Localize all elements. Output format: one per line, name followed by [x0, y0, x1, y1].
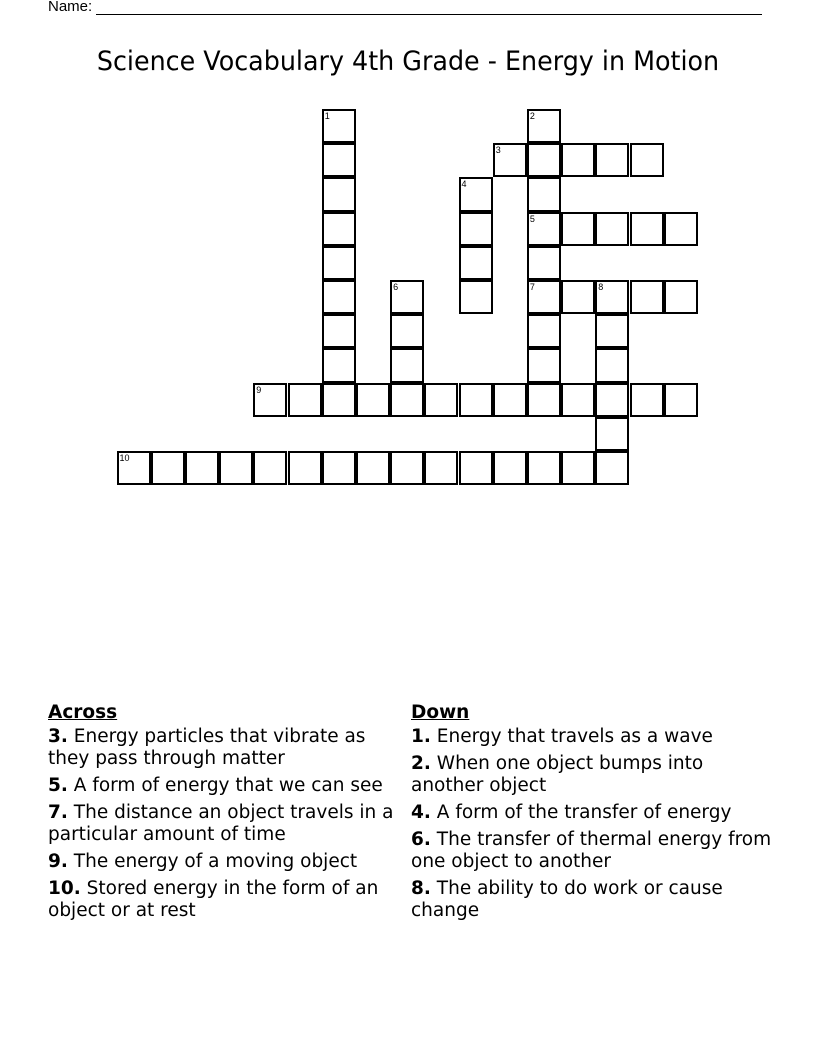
- crossword-cell[interactable]: [527, 451, 561, 485]
- crossword-cell[interactable]: [561, 383, 595, 417]
- crossword-cell[interactable]: [322, 109, 356, 143]
- clue-down-8: 8. The ability to do work or cause change: [411, 878, 723, 921]
- clue-across-10: 10. Stored energy in the form of an object or at rest: [48, 878, 379, 921]
- crossword-cell[interactable]: [322, 314, 356, 348]
- crossword-cell[interactable]: [117, 451, 151, 485]
- crossword-cell[interactable]: [151, 451, 185, 485]
- crossword-cell[interactable]: [288, 383, 322, 417]
- clue-across-5: 5. A form of energy that we can see: [48, 775, 383, 796]
- crossword-cell[interactable]: [253, 383, 287, 417]
- crossword-cell[interactable]: [527, 348, 561, 382]
- crossword-cell[interactable]: [459, 212, 493, 246]
- crossword-cell[interactable]: [390, 280, 424, 314]
- across-clues: [48, 702, 398, 927]
- crossword-cell[interactable]: [527, 109, 561, 143]
- crossword-cell[interactable]: [322, 177, 356, 211]
- crossword-cell[interactable]: [424, 383, 458, 417]
- crossword-cell[interactable]: [390, 348, 424, 382]
- name-blank-line[interactable]: [96, 0, 762, 15]
- crossword-cell[interactable]: [322, 451, 356, 485]
- crossword-cell[interactable]: [322, 280, 356, 314]
- clue-number: 3: [495, 145, 501, 156]
- down-heading: Down: [411, 702, 470, 723]
- crossword-cell[interactable]: [356, 451, 390, 485]
- clue-down-1: 1. Energy that travels as a wave: [411, 726, 713, 747]
- crossword-cell[interactable]: [390, 383, 424, 417]
- clue-number: 7: [529, 282, 535, 292]
- crossword-cell[interactable]: [459, 246, 493, 280]
- across-heading: Across: [48, 702, 118, 723]
- crossword-cell[interactable]: [459, 451, 493, 485]
- crossword-cell[interactable]: [630, 383, 664, 417]
- clue-across-3: 3. Energy particles that vibrate as they pass through matter: [48, 726, 366, 769]
- crossword-cell[interactable]: [595, 280, 629, 314]
- crossword-cell[interactable]: [424, 451, 458, 485]
- crossword-cell[interactable]: [630, 143, 664, 177]
- crossword-cell[interactable]: [322, 383, 356, 417]
- crossword-cell[interactable]: [322, 246, 356, 280]
- crossword-cell[interactable]: [527, 383, 561, 417]
- crossword-cell[interactable]: [322, 348, 356, 382]
- crossword-cell[interactable]: [493, 451, 527, 485]
- crossword-cell[interactable]: [459, 177, 493, 211]
- crossword-cell[interactable]: [527, 280, 561, 314]
- crossword-cell[interactable]: [322, 143, 356, 177]
- crossword-cell[interactable]: [288, 451, 322, 485]
- name-label: Name:: [48, 0, 93, 15]
- clue-number: 5: [529, 213, 535, 224]
- clue-number: 4: [461, 179, 467, 190]
- name-field[interactable]: [48, 0, 762, 15]
- crossword-cell[interactable]: [527, 212, 561, 246]
- clue-number: 8: [598, 282, 604, 292]
- crossword-cell[interactable]: [664, 280, 698, 314]
- crossword-cell[interactable]: [595, 212, 629, 246]
- clue-down-4: 4. A form of the transfer of energy: [411, 802, 732, 823]
- clue-number: 10: [119, 453, 130, 463]
- crossword-cell[interactable]: [390, 451, 424, 485]
- clue-number: 9: [256, 384, 262, 395]
- crossword-cell[interactable]: [356, 383, 390, 417]
- clue-number: 1: [324, 111, 330, 121]
- page-title: Science Vocabulary 4th Grade - Energy in Motion: [96, 46, 720, 77]
- crossword-cell[interactable]: [595, 143, 629, 177]
- crossword-cell[interactable]: [561, 280, 595, 314]
- clue-number: 2: [529, 111, 535, 121]
- crossword-cell[interactable]: [527, 246, 561, 280]
- clue-down-6: 6. The transfer of thermal energy from one object to another: [411, 829, 772, 872]
- crossword-cell[interactable]: [527, 314, 561, 348]
- crossword-cell[interactable]: [493, 143, 527, 177]
- down-clues: [411, 702, 781, 927]
- crossword-cell[interactable]: [595, 383, 629, 417]
- crossword-cell[interactable]: [493, 383, 527, 417]
- clue-down-2: 2. When one object bumps into another object: [411, 753, 704, 796]
- crossword-cell[interactable]: [459, 383, 493, 417]
- crossword-cell[interactable]: [322, 212, 356, 246]
- crossword-cell[interactable]: [630, 212, 664, 246]
- crossword-cell[interactable]: [664, 383, 698, 417]
- crossword-cell[interactable]: [390, 314, 424, 348]
- crossword-cell[interactable]: [185, 451, 219, 485]
- crossword-cell[interactable]: [664, 212, 698, 246]
- crossword-cell[interactable]: [595, 417, 629, 451]
- crossword-cell[interactable]: [253, 451, 287, 485]
- crossword-cell[interactable]: [561, 451, 595, 485]
- crossword-cell[interactable]: [527, 177, 561, 211]
- clue-number: 6: [393, 282, 399, 292]
- clue-across-9: 9. The energy of a moving object: [48, 851, 358, 872]
- crossword-cell[interactable]: [219, 451, 253, 485]
- crossword-cell[interactable]: [595, 314, 629, 348]
- crossword-cell[interactable]: [527, 143, 561, 177]
- crossword-cell[interactable]: [595, 451, 629, 485]
- crossword-cell[interactable]: [459, 280, 493, 314]
- crossword-cell[interactable]: [561, 212, 595, 246]
- clue-across-7: 7. The distance an object travels in a particular amount of time: [48, 802, 394, 845]
- crossword-cell[interactable]: [595, 348, 629, 382]
- crossword-cell[interactable]: [630, 280, 664, 314]
- crossword-cell[interactable]: [561, 143, 595, 177]
